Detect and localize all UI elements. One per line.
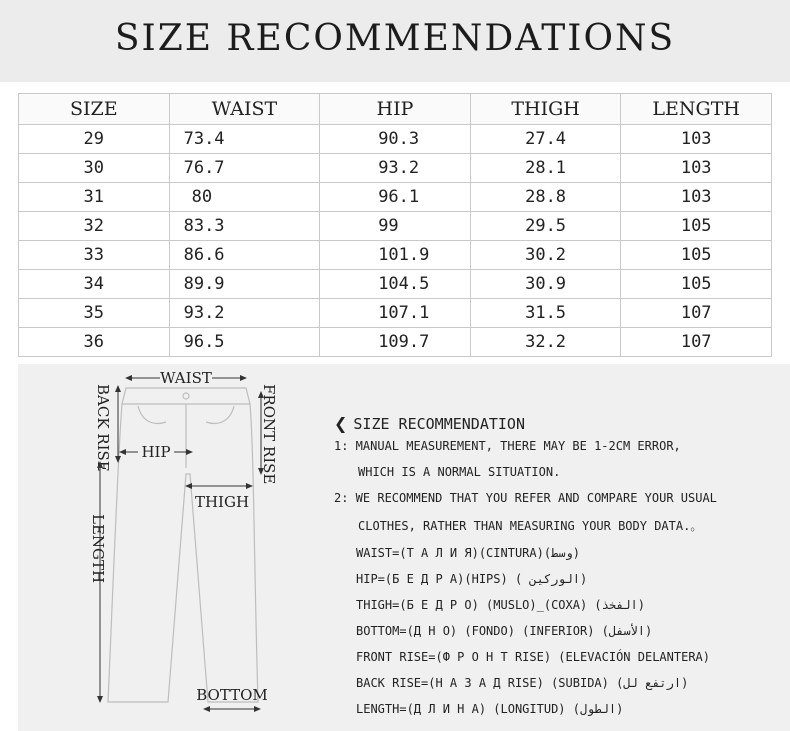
table-cell: 93.2	[169, 299, 320, 328]
glossary-back-rise: BACK RISE=(Н А З А Д RISE) (SUBIDA) (ارتفع لل)	[356, 676, 689, 690]
table-cell: 30	[19, 154, 170, 183]
glossary-length: LENGTH=(Д Л И Н А) (LONGITUD) (الطول)	[356, 702, 624, 716]
table-row	[19, 154, 772, 183]
table-cell: 30.9	[470, 270, 621, 299]
table-cell: 29.5	[470, 212, 621, 241]
table-cell: 29	[19, 125, 170, 154]
table-cell: 33	[19, 241, 170, 270]
table-cell: 28.1	[470, 154, 621, 183]
table-row	[19, 212, 772, 241]
table-cell: 105	[621, 212, 772, 241]
measurement-panel	[18, 364, 790, 731]
glossary-waist: WAIST=(Т А Л И Я)(CINTURA)(وسط)	[356, 546, 580, 560]
table-cell: 32.2	[470, 328, 621, 357]
table-cell: 31.5	[470, 299, 621, 328]
title-banner	[0, 0, 790, 82]
recommendation-heading-text: SIZE RECOMMENDATION	[353, 415, 525, 433]
note-1-line-a: 1: MANUAL MEASUREMENT, THERE MAY BE 1-2CM ERROR,	[334, 439, 681, 453]
glossary-hip: HIP=(Б Е Д Р А)(HIPS) ( الوركين)	[356, 572, 588, 586]
length-label: LENGTH	[89, 514, 107, 584]
column-header: SIZE	[19, 94, 170, 125]
table-cell: 96.5	[169, 328, 320, 357]
table-cell: 107	[621, 328, 772, 357]
table-row	[19, 125, 772, 154]
table-row	[19, 299, 772, 328]
table-cell: 35	[19, 299, 170, 328]
table-cell: 96.1	[320, 183, 471, 212]
glossary-bottom: BOTTOM=(Д Н О) (FONDO) (INFERIOR) (الأسفل)	[356, 624, 653, 638]
table-cell: 27.4	[470, 125, 621, 154]
hip-label: HIP	[141, 443, 171, 461]
glossary-front-rise: FRONT RISE=(Ф Р О Н Т RISE) (ELEVACIÓN DELANTERA)	[356, 650, 711, 664]
pants-outline	[108, 388, 258, 702]
table-row	[19, 241, 772, 270]
column-header: THIGH	[470, 94, 621, 125]
note-1-line-b: WHICH IS A NORMAL SITUATION.	[358, 465, 561, 479]
table-cell: 28.8	[470, 183, 621, 212]
note-2-line-a: 2: WE RECOMMEND THAT YOU REFER AND COMPARE YOUR USUAL	[334, 491, 717, 505]
table-row	[19, 328, 772, 357]
back-rise-label: BACK RISE	[94, 384, 112, 472]
note-2-line-b: CLOTHES, RATHER THAN MEASURING YOUR BODY DATA.。	[358, 519, 703, 533]
bottom-label: BOTTOM	[196, 686, 268, 704]
table-cell: 105	[621, 270, 772, 299]
pants-diagram	[18, 364, 318, 731]
table-cell: 30.2	[470, 241, 621, 270]
thigh-label: THIGH	[194, 493, 250, 511]
table-cell: 105	[621, 241, 772, 270]
table-cell: 89.9	[169, 270, 320, 299]
table-cell: 32	[19, 212, 170, 241]
glossary-thigh: THIGH=(Б Е Д Р О) (MUSLO)_(COXA) (الفخذ)	[356, 598, 645, 612]
table-cell: 99	[320, 212, 471, 241]
table-cell: 107	[621, 299, 772, 328]
table-cell: 36	[19, 328, 170, 357]
table-cell: 103	[621, 183, 772, 212]
recommendation-heading	[334, 414, 525, 433]
column-header: WAIST	[169, 94, 320, 125]
table-cell: 101.9	[320, 241, 471, 270]
table-cell: 107.1	[320, 299, 471, 328]
table-cell: 103	[621, 125, 772, 154]
column-header: HIP	[320, 94, 471, 125]
front-rise-label: FRONT RISE	[260, 384, 278, 485]
waist-label: WAIST	[160, 369, 212, 387]
table-cell: 31	[19, 183, 170, 212]
table-cell: 104.5	[320, 270, 471, 299]
table-cell: 73.4	[169, 125, 320, 154]
table-cell: 80	[169, 183, 320, 212]
table-cell: 76.7	[169, 154, 320, 183]
size-table	[18, 93, 772, 357]
table-cell: 34	[19, 270, 170, 299]
table-row	[19, 183, 772, 212]
table-cell: 93.2	[320, 154, 471, 183]
table-cell: 109.7	[320, 328, 471, 357]
table-cell: 83.3	[169, 212, 320, 241]
chevron-left-icon: ❮	[334, 414, 348, 433]
page-title: SIZE RECOMMENDATIONS	[114, 18, 676, 59]
table-cell: 86.6	[169, 241, 320, 270]
table-row	[19, 270, 772, 299]
column-header: LENGTH	[621, 94, 772, 125]
table-cell: 90.3	[320, 125, 471, 154]
table-header-row	[19, 94, 772, 125]
table-cell: 103	[621, 154, 772, 183]
